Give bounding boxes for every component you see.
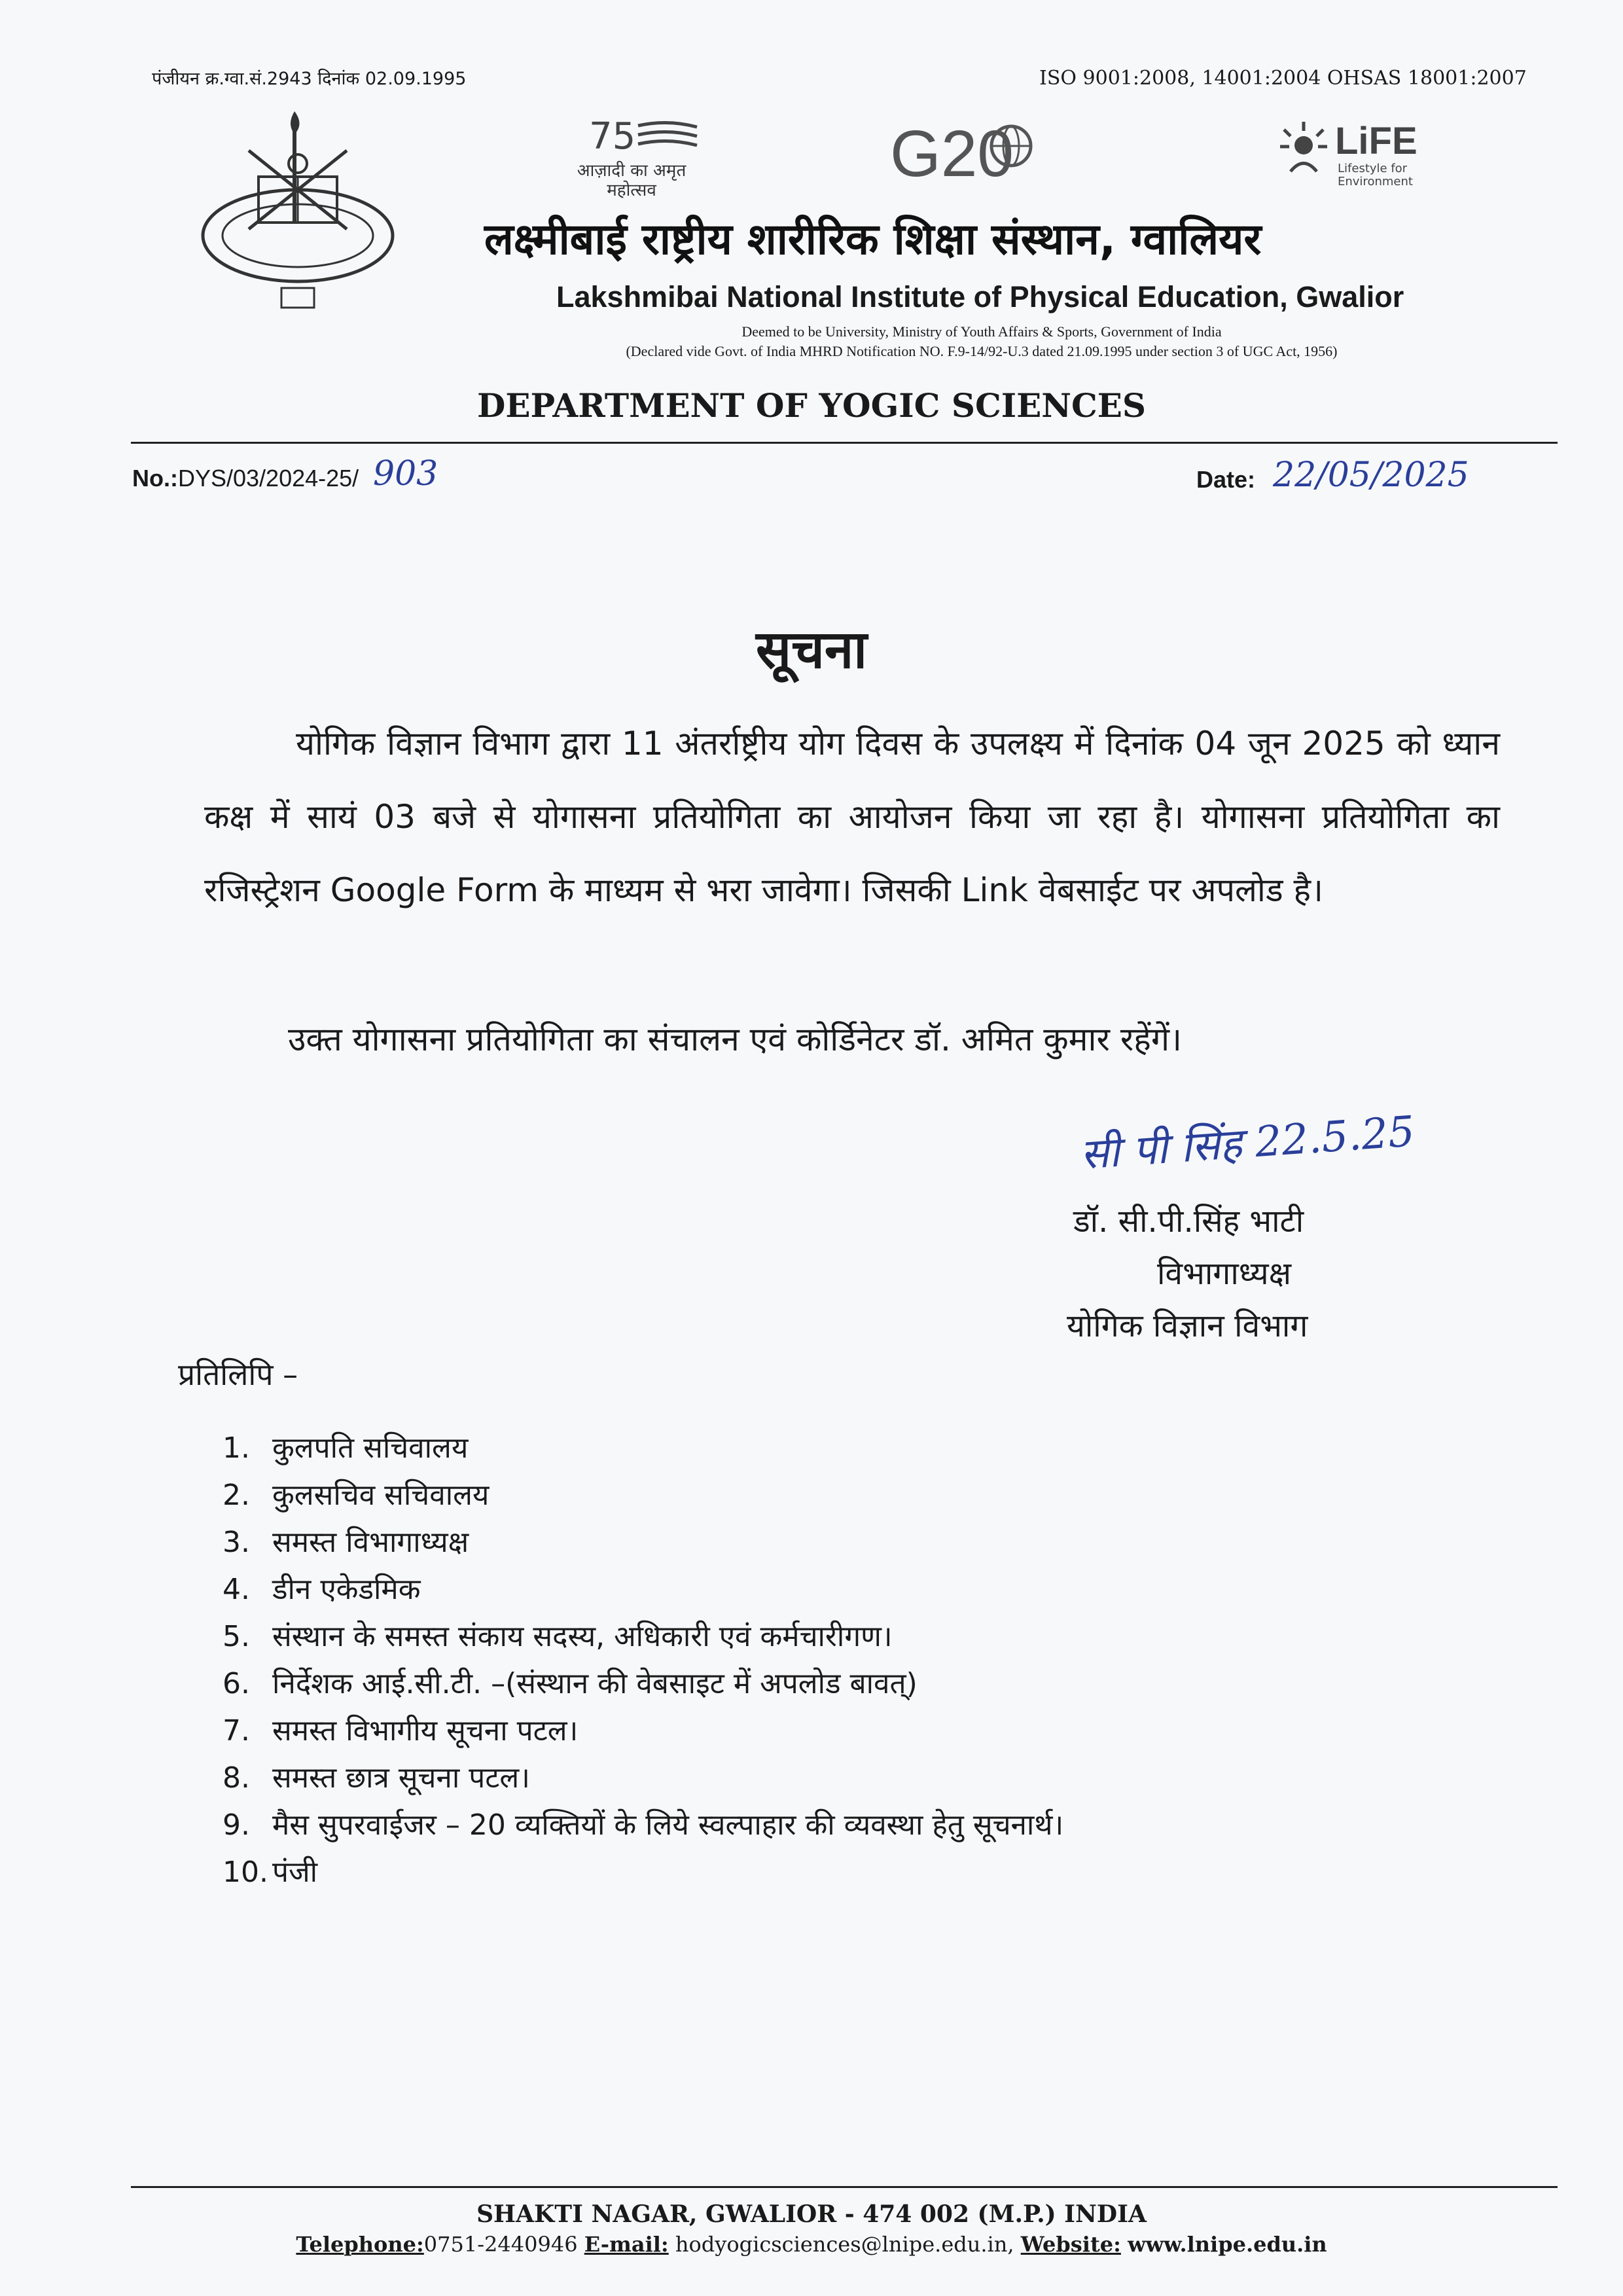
copy-to-item: 5. संस्थान के समस्त संकाय सदस्य, अधिकारी एवं कर्मचारीगण। xyxy=(223,1620,893,1653)
handwritten-signature: सी पी सिंह 22.5.25 xyxy=(1079,1107,1417,1179)
reference-number-handwritten: 903 xyxy=(373,454,438,493)
notice-paragraph-1: योगिक विज्ञान विभाग द्वारा 11 अंतर्राष्ट्रीय योग दिवस के उपलक्ष्य में दिनांक 04 जून 2025 को ध्यान कक्ष में सायं 03 बजे से योगासना प्रतियोगिता का आयोजन किया जा रहा है। योगासना प्रतियोगिता का रजिस्ट्रेशन Google Form के माध्यम से भरा जावेगा। जिसकी Link वेबसाईट पर अपलोड है। xyxy=(204,725,1500,909)
reference-number: No.:DYS/03/2024-25/ xyxy=(132,465,359,492)
iso-text: ISO 9001:2008, 14001:2004 OHSAS 18001:2007 xyxy=(1039,67,1527,90)
website-label: Website: xyxy=(1020,2232,1121,2257)
telephone-value: 0751-2440946 xyxy=(423,2232,578,2257)
footer-divider xyxy=(131,2186,1558,2188)
copy-to-item: 1. कुलपति सचिवालय xyxy=(223,1431,469,1465)
globe-icon xyxy=(988,123,1034,169)
email-link[interactable]: hodyogicsciences@lnipe.edu.in, xyxy=(675,2232,1014,2257)
date-handwritten: 22/05/2025 xyxy=(1273,456,1469,495)
copy-to-item: 4. डीन एकेडमिक xyxy=(223,1573,421,1606)
website-link[interactable]: www.lnipe.edu.in xyxy=(1128,2232,1327,2257)
life-logo: LiFE Lifestyle for Environment xyxy=(1277,119,1448,191)
registration-text: पंजीयन क्र.ग्वा.सं.2943 दिनांक 02.09.1995 xyxy=(152,69,467,89)
copy-to-label: प्रतिलिपि – xyxy=(178,1357,298,1392)
department-title: DEPARTMENT OF YOGIC SCIENCES xyxy=(477,386,1146,425)
footer-contact xyxy=(0,2232,1623,2257)
telephone-label: Telephone: xyxy=(296,2232,424,2257)
declaration-line: (Declared vide Govt. of India MHRD Notification NO. F.9-14/92-U.3 dated 21.09.1995 under section 3 of UGC Act, 1956) xyxy=(626,343,1338,359)
svg-text:75: 75 xyxy=(589,115,636,158)
institute-emblem xyxy=(196,105,399,321)
copy-to-item: 8. समस्त छात्र सूचना पटल। xyxy=(223,1761,530,1795)
copy-to-item: 6. निर्देशक आई.सी.टी. –(संस्थान की वेबसाइट में अपलोड बावत्) xyxy=(223,1667,918,1700)
notice-paragraph-2: उक्त योगासना प्रतियोगिता का संचालन एवं कोर्डिनेटर डॉ. अमित कुमार रहेंगें। xyxy=(288,1020,1182,1058)
notice-title: सूचना xyxy=(756,619,867,680)
institute-name-english: Lakshmibai National Institute of Physical Education, Gwalior xyxy=(556,280,1404,314)
institute-name-hindi: लक्ष्मीबाई राष्ट्रीय शारीरिक शिक्षा संस्थान, ग्वालियर xyxy=(484,214,1262,264)
signatory-designation: विभागाध्यक्ष xyxy=(1157,1255,1292,1292)
deemed-university-line: Deemed to be University, Ministry of Youth Affairs & Sports, Government of India xyxy=(741,323,1222,340)
email-label: E-mail: xyxy=(584,2232,669,2257)
footer-address: SHAKTI NAGAR, GWALIOR - 474 002 (M.P.) INDIA xyxy=(476,2200,1147,2228)
copy-to-item: 7. समस्त विभागीय सूचना पटल। xyxy=(223,1714,579,1748)
date-label: Date: xyxy=(1196,466,1256,493)
signatory-department: योगिक विज्ञान विभाग xyxy=(1067,1308,1308,1344)
azadi-ka-amrit-mahotsav-logo: 75 आज़ादी का अमृत महोत्सव xyxy=(576,113,707,198)
header-divider xyxy=(131,442,1558,444)
copy-to-item: 3. समस्त विभागाध्यक्ष xyxy=(223,1526,469,1559)
copy-to-item: 10. पंजी xyxy=(223,1856,318,1889)
g20-logo: G20 xyxy=(890,117,1060,202)
copy-to-item: 9. मैस सुपरवाईजर – 20 व्यक्तियों के लिये स्वल्पाहार की व्यवस्था हेतु सूचनार्थ। xyxy=(223,1808,1064,1842)
sun-leaf-icon xyxy=(1277,119,1330,178)
signatory-name: डॉ. सी.पी.सिंह भाटी xyxy=(1073,1203,1304,1240)
copy-to-item: 2. कुलसचिव सचिवालय xyxy=(223,1479,490,1512)
